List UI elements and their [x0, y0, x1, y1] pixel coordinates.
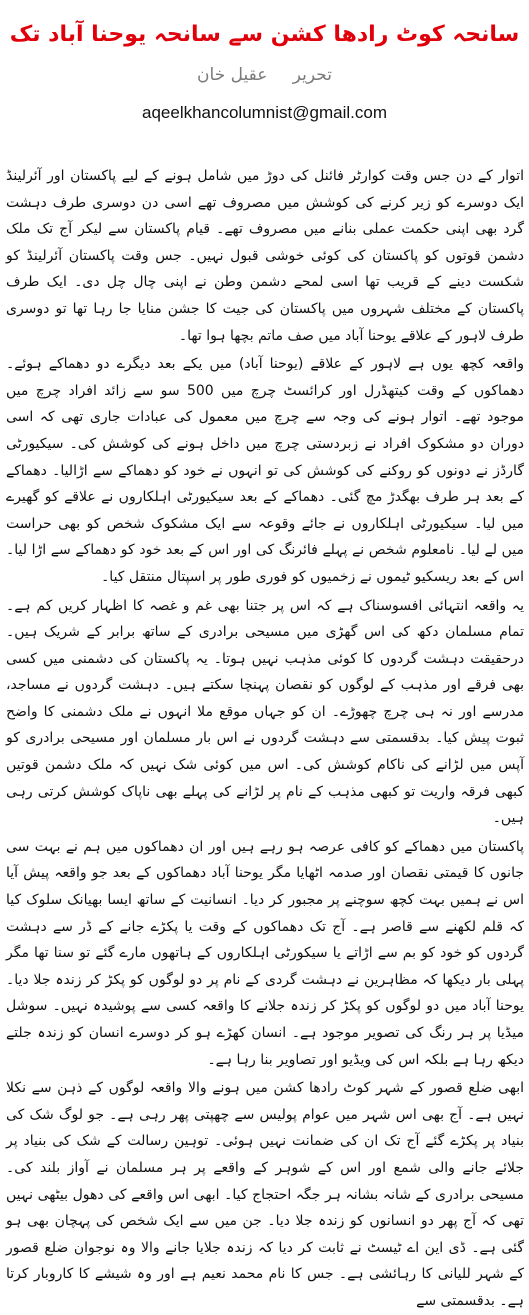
author-name: عقیل خان — [197, 65, 268, 85]
paragraph: اتوار کے دن جس وقت کوارٹر فائنل کی دوڑ میں شامل ہونے کے لیے پاکستان اور آئرلینڈ ایک دوسرے کو زیر کرنے کی کوشش میں مصروف تھے اسی دن دوسری طرف دہشت گرد بھی اپنی حکمت عملی بنانے میں مصروف تھے۔ قیام پاکستان سے لیکر آج تک ملک دشمن قوتوں کو پاکستان کی کوئی خوشی قبول نہیں۔ جس وقت پاکستان آئرلینڈ کو شکست دینے کے قریب تھا اسی لمحے دشمن وطن نے اپنی چال چل دی۔ ایک طرف پاکستان کے مختلف شہروں میں پاکستان کی جیت کا جشن منایا جا رہا تھا تو دوسری طرف لاہور کے علاقے یوحنا آباد میں صف ماتم بچھا ہوا تھا۔ — [6, 168, 524, 344]
article-title: سانحہ کوٹ رادھا کشن سے سانحہ یوحنا آباد تک — [9, 22, 520, 47]
paragraph: واقعہ کچھ یوں ہے لاہور کے علاقے (یوحنا آباد) میں یکے بعد دیگرے دو دھماکے ہوئے۔ دھماکوں کے وقت کیتھڈرل اور کرائسٹ چرچ میں 500 سو سے زائد افراد چرچ میں موجود تھے۔ اتوار ہونے کی وجہ سے چرچ میں معمول کی عبادات جاری تھی کہ اسی دوران دو مشکوک افراد نے زبردستی چرچ میں داخل ہونے کی کوشش کی۔ سیکیورٹی گارڈز نے دونوں کو روکنے کی کوشش کی تو انہوں نے خود کو دھماکے سے اڑالیا۔ دھماکے کے بعد ہر طرف بھگدڑ مچ گئی۔ دھماکے کے بعد سیکیورٹی اہلکاروں نے علاقے کو گھیرے میں لیا۔ سیکیورٹی اہلکاروں نے جائے وقوعہ سے ایک مشکوک شخص کو بھی حراست میں لے لیا۔ نامعلوم شخص نے پہلے فائرنگ کی اور اس کے بعد خود کو دھماکے سے اڑا لیا۔ اس کے بعد ریسکیو ٹیموں نے زخمیوں کو فوری طور پر اسپتال منتقل کیا۔ — [6, 356, 524, 585]
author-email[interactable]: aqeelkhancolumnist@gmail.com — [142, 103, 387, 122]
byline-label: تحریر — [292, 65, 332, 85]
byline — [0, 62, 529, 88]
article-body — [6, 163, 524, 1315]
paragraph: پاکستان میں دھماکے کو کافی عرصہ ہو رہے ہیں اور ان دھماکوں میں ہم نے بہت سی جانوں کا قیمتی نقصان اور صدمہ اٹھایا مگر یوحنا آباد دھماکوں کے بعد جو واقعہ پیش آیا اس نے ہمیں بہت کچھ سوچنے پر مجبور کر دیا۔ انسانیت کے ساتھ ایسا بھیانک سلوک کیا کہ قلم لکھنے سے قاصر ہے۔ آج تک دھماکوں کے وقت یا پکڑے جانے کے ڈر سے دہشت گردوں کو خود کو بم سے اڑاتے یا سیکورٹی اہلکاروں کے ہاتھوں مارے گئے تو سنا تھا مگر پہلی بار دیکھا کہ مظاہرین نے دہشت گردی کے نام پر دو لوگوں کو پکڑ کر زندہ جلا دیا۔ یوحنا آباد میں دو لوگوں کو پکڑ کر زندہ جلانے کا واقعہ کسی سے پوشیدہ نہیں۔ سوشل میڈیا پر ہر رنگ کی تصویر موجود ہے۔ انسان کھڑے ہو کر دوسرے انسان کو زندہ جلتے دیکھ رہا ہے بلکہ اس کی ویڈیو اور تصاویر بنا رہا ہے۔ — [6, 838, 524, 1068]
paragraph: ابھی ضلع قصور کے شہر کوٹ رادھا کشن میں ہونے والا واقعہ لوگوں کے ذہن سے نکلا نہیں ہے۔ آج بھی اس شہر میں عوام پولیس سے چھپتی پھر رہی ہے۔ جو لوگ شک کی بنیاد پر پکڑے گئے آج تک ان کی ضمانت نہیں ہوئی۔ توہین رسالت کے شک کی بنیاد پر جلائے جانے والی شمع اور اس کے شوہر کے واقعے پر ہر مسلمان نے آواز بلند کی۔ مسیحی برادری کے شانہ بشانہ ہر جگہ احتجاج کیا۔ ابھی اس واقعے کی دھول بیٹھی نہیں تھی کہ آج پھر دو انسانوں کو زندہ جلا دیا۔ جن میں سے ایک شخص کی پہچان بھی ہو گئی ہے۔ ڈی این اے ٹیسٹ نے ثابت کر دیا کہ زندہ جلایا جانے والا وہ نوجوان ضلع قصور کے شہر للیانی کا رہائشی ہے۔ جس کا نام محمد نعیم ہے اور وہ شیشے کا کاروبار کرتا ہے۔ بدقسمتی سے — [6, 1080, 524, 1309]
paragraph: یہ واقعہ انتہائی افسوسناک ہے کہ اس پر جتنا بھی غم و غصہ کا اظہار کریں کم ہے۔ تمام مسلمان دکھ کی اس گھڑی میں مسیحی برادری کے ساتھ برابر کے شریک ہیں۔ درحقیقت دہشت گردوں کا کوئی مذہب نہیں ہوتا۔ یہ پاکستان کی دشمنی میں کسی بھی فرقے اور مذہب کے لوگوں کو نقصان پہنچا سکتے ہیں۔ دہشت گردوں نے مساجد، مدرسے اور نہ ہی چرچ چھوڑے۔ ان کو جہاں موقع ملا انہوں نے ملک دشمنی کا واضح ثبوت پیش کیا۔ بدقسمتی سے دہشت گردوں نے اس بار مسلمان اور مسیحی برادری کو آپس میں لڑانے کی ناکام کوشش کی۔ اس میں کوئی شک نہیں کہ ملک دشمن قوتیں کبھی فرقہ واریت تو کبھی مذہب کے نام پر لڑانے کی پہلے بھی ناپاک کوشش کرتی رہی ہیں۔ — [6, 597, 524, 827]
